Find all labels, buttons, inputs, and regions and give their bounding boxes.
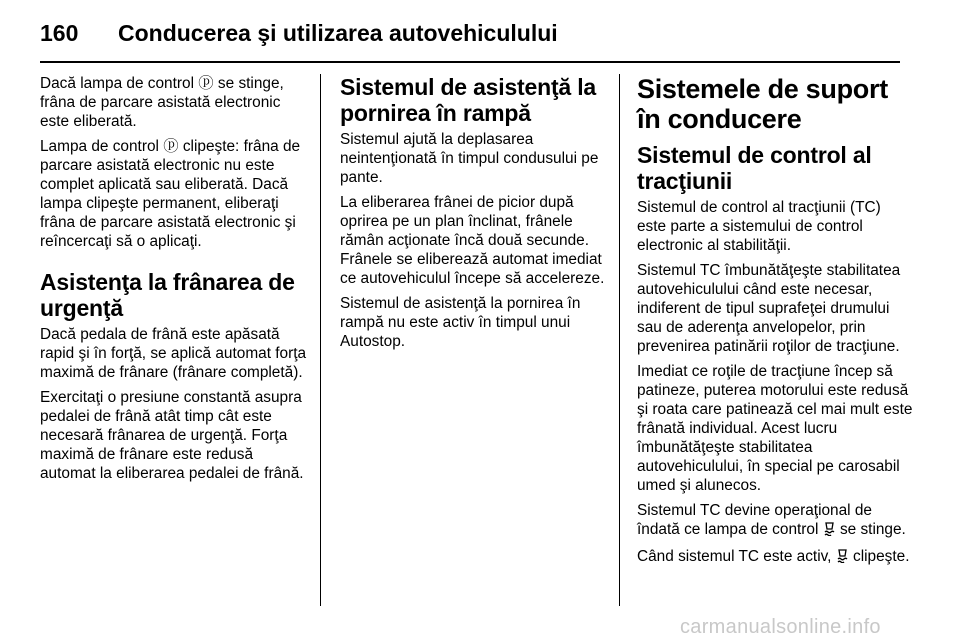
paragraph — [637, 501, 913, 541]
column-divider-right — [619, 74, 620, 606]
section-heading-emergency-brake-assist: Asistenţa la frânarea de urgenţă — [40, 269, 295, 321]
paragraph: Exercitaţi o presiune constantă asupra pedalei de frână atât timp cât este necesară frânarea de urgenţă. Forţa maximă de frânare este redusă automat la eliberarea pedalei de frână. — [40, 389, 304, 482]
paragraph: Sistemul de asistenţă la pornirea în rampă nu este activ în timpul unui Autostop. — [340, 295, 581, 350]
paragraph-text: Sistemul TC devine operaţional de îndată ce lampa de control — [637, 502, 872, 538]
section-heading-traction-control: Sistemul de control al tracţiunii — [637, 142, 872, 194]
traction-control-icon — [823, 521, 836, 541]
paragraph-text: Când sistemul TC este activ, — [637, 548, 836, 565]
paragraph: Imediat ce roţile de tracţiune încep să patineze, puterea motorului este redusă şi roata care patinează cel mai mult este frânată individual. Acest lucru îmbunătăţeşte stabilitatea autovehiculului, în special pe carosabil umed şi alunecos. — [637, 363, 913, 494]
paragraph — [637, 547, 913, 568]
page-title: Conducerea şi utilizarea autovehiculului — [118, 20, 558, 46]
page-header — [40, 16, 920, 56]
traction-control-icon — [836, 548, 849, 568]
page-number: 160 — [40, 20, 79, 46]
paragraph-text: clipeşte. — [848, 548, 910, 565]
paragraph: La eliberarea frânei de picior după oprirea pe un plan înclinat, frânele rămân acţionate încă două secunde. Frânele se eliberează automat imediat ce autovehiculul începe să accelereze. — [340, 194, 605, 287]
paragraph: Sistemul de control al tracţiunii (TC) este parte a sistemului de control electronic al stabilităţii. — [637, 199, 881, 254]
paragraph: Lampa de control ⓟ clipeşte: frâna de parcare asistată electronic nu este complet aplicată sau eliberată. Dacă lampa clipeşte permanent, eliberaţi frâna de parcare asistată electronic şi reîncercaţi să o aplicaţi. — [40, 138, 301, 250]
paragraph: Sistemul ajută la deplasarea neintenţionată în timpul condusului pe pante. — [340, 131, 599, 186]
paragraph: Dacă pedala de frână este apăsată rapid şi în forţă, se aplică automat forţa maximă de frânare (frânare completă). — [40, 326, 307, 381]
paragraph-text: se stinge. — [835, 521, 906, 538]
column-divider-left — [320, 74, 321, 606]
chapter-heading-driver-assistance: Sistemele de suport în conducere — [637, 74, 888, 134]
header-rule — [40, 61, 900, 63]
column-middle — [340, 74, 612, 357]
watermark: carmanualsonline.info — [680, 616, 881, 638]
section-heading-hill-start-assist: Sistemul de asistenţă la pornirea în rampă — [340, 74, 596, 126]
column-left — [40, 74, 312, 489]
paragraph: Dacă lampa de control ⓟ se stinge, frâna de parcare asistată electronic este eliberată. — [40, 75, 284, 130]
paragraph: Sistemul TC îmbunătăţeşte stabilitatea autovehiculului când este necesar, indiferent de tipul suprafeţei drumului sau de aderenţa anvelopelor, prin prevenirea patinării roţilor de tracţiune. — [637, 262, 901, 355]
column-right — [637, 74, 913, 574]
